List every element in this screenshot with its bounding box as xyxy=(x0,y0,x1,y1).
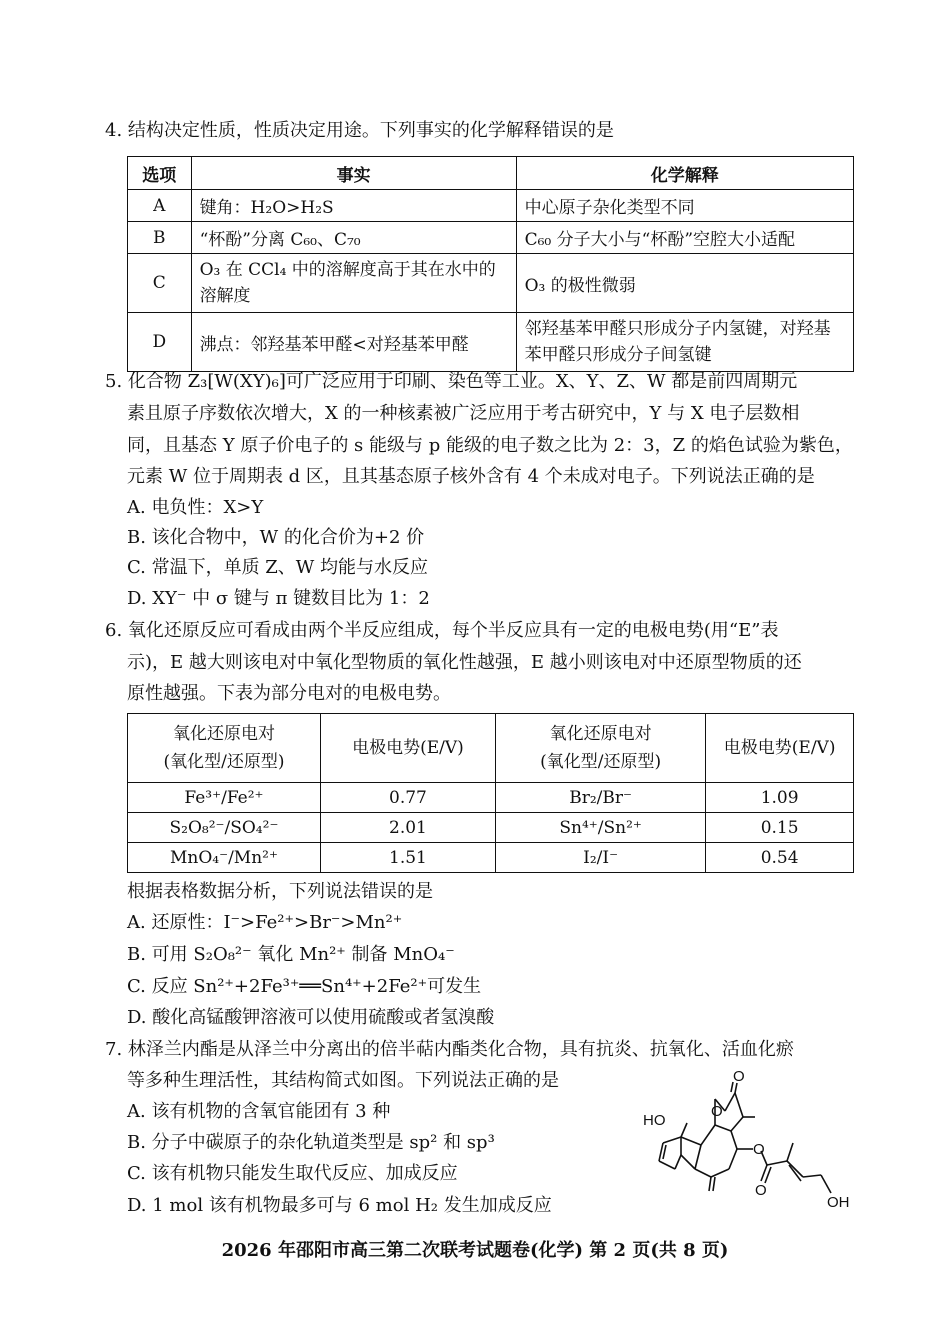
q4-row-explain: 邻羟基苯甲醛只形成分子内氢键，对羟基苯甲醛只形成分子间氢键 xyxy=(516,313,853,372)
q6-potential: 2.01 xyxy=(320,813,495,843)
q4-header-row xyxy=(128,157,854,190)
q6-row xyxy=(128,813,854,843)
structure-label-ho: HO xyxy=(643,1112,666,1129)
q6-option-c: C. 反应 Sn²⁺+2Fe³⁺══Sn⁴⁺+2Fe²⁺可发生 xyxy=(127,976,482,997)
q5-stem-line-2: 素且原子序数依次增大，X 的一种核素被广泛应用于考古研究中，Y 与 X 电子层数相 xyxy=(127,403,800,424)
q4-row-c xyxy=(128,254,854,313)
q6-row xyxy=(128,783,854,813)
q5-option-a: A. 电负性：X>Y xyxy=(127,497,264,518)
q4-header-explain: 化学解释 xyxy=(516,157,853,190)
q6-pair: S₂O₈²⁻/SO₄²⁻ xyxy=(128,813,321,843)
q5-stem-line-1: 5. 化合物 Z₃[W(XY)₆]可广泛应用于印刷、染色等工业。X、Y、Z、W 都是前四周期元 xyxy=(105,371,798,392)
q6-prompt: 根据表格数据分析，下列说法错误的是 xyxy=(127,881,433,902)
q4-row-d xyxy=(128,313,854,372)
structure-label-ring-o: O xyxy=(711,1103,723,1120)
q4-header-option: 选项 xyxy=(128,157,192,190)
q6-stem-line-2: 示)，E 越大则该电对中氧化型物质的氧化性越强，E 越小则该电对中还原型物质的还 xyxy=(127,652,802,673)
q6-header-pair-label: 氧化还原电对 xyxy=(549,724,652,744)
q6-option-b: B. 可用 S₂O₈²⁻ 氧化 Mn²⁺ 制备 MnO₄⁻ xyxy=(127,944,455,965)
q6-pair: Sn⁴⁺/Sn²⁺ xyxy=(495,813,705,843)
q5-option-d: D. XY⁻ 中 σ 键与 π 键数目比为 1：2 xyxy=(127,588,430,609)
q7-stem-line-1: 7. 林泽兰内酯是从泽兰中分离出的倍半萜内酯类化合物，具有抗炎、抗氧化、活血化瘀 xyxy=(105,1039,794,1060)
q4-row-fact: 键角：H₂O>H₂S xyxy=(191,190,516,222)
q4-row-option: B xyxy=(128,222,192,254)
q4-row-option: C xyxy=(128,254,192,313)
q4-row-explain: O₃ 的极性微弱 xyxy=(516,254,853,313)
q5-stem-line-4: 元素 W 位于周期表 d 区，且其基态原子核外含有 4 个未成对电子。下列说法正确的是 xyxy=(127,466,815,487)
q7-option-a: A. 该有机物的含氧官能团有 3 种 xyxy=(127,1101,391,1122)
structure-label-carbonyl-o: O xyxy=(733,1068,745,1085)
q6-header-pair-label: 氧化还原电对 xyxy=(172,724,275,744)
q4-row-b xyxy=(128,222,854,254)
q6-potential: 1.09 xyxy=(706,783,854,813)
q7-option-b: B. 分子中碳原子的杂化轨道类型是 sp² 和 sp³ xyxy=(127,1132,495,1153)
q6-potential: 0.77 xyxy=(320,783,495,813)
q4-row-fact: “杯酚”分离 C₆₀、C₇₀ xyxy=(191,222,516,254)
q6-option-d: D. 酸化高锰酸钾溶液可以使用硫酸或者氢溴酸 xyxy=(127,1007,495,1028)
q6-stem-line-1: 6. 氧化还原反应可看成由两个半反应组成，每个半反应具有一定的电极电势(用“E”表 xyxy=(105,620,779,641)
q6-pair: MnO₄⁻/Mn²⁺ xyxy=(128,843,321,873)
q4-stem: 4. 结构决定性质，性质决定用途。下列事实的化学解释错误的是 xyxy=(105,120,614,141)
q7-option-d: D. 1 mol 该有机物最多可与 6 mol H₂ 发生加成反应 xyxy=(127,1195,552,1216)
q6-header-potential-2: 电极电势(E/V) xyxy=(706,714,854,783)
q4-row-explain: C₆₀ 分子大小与“杯酚”空腔大小适配 xyxy=(516,222,853,254)
q6-row xyxy=(128,843,854,873)
q6-option-a: A. 还原性：I⁻>Fe²⁺>Br⁻>Mn²⁺ xyxy=(127,912,403,933)
q6-pair: I₂/I⁻ xyxy=(495,843,705,873)
page-footer: 2026 年邵阳市高三第二次联考试题卷(化学) 第 2 页(共 8 页) xyxy=(221,1240,729,1261)
q7-option-c: C. 该有机物只能发生取代反应、加成反应 xyxy=(127,1163,458,1184)
structure-label-oh: OH xyxy=(827,1194,850,1211)
q6-header-potential-1: 电极电势(E/V) xyxy=(320,714,495,783)
q6-header-pair-2 xyxy=(495,714,705,783)
q6-header-row xyxy=(128,714,854,783)
q6-potential: 0.54 xyxy=(706,843,854,873)
q4-row-fact: O₃ 在 CCl₄ 中的溶解度高于其在水中的溶解度 xyxy=(191,254,516,313)
q6-pair: Br₂/Br⁻ xyxy=(495,783,705,813)
structure-label-ester-carbonyl-o: O xyxy=(755,1182,767,1199)
q5-option-c: C. 常温下，单质 Z、W 均能与水反应 xyxy=(127,557,429,578)
q6-stem-line-3: 原性越强。下表为部分电对的电极电势。 xyxy=(127,683,451,704)
q4-row-option: D xyxy=(128,313,192,372)
q6-table xyxy=(127,713,854,873)
q6-header-pair-1 xyxy=(128,714,321,783)
q4-row-option: A xyxy=(128,190,192,222)
structure-bonds xyxy=(659,1082,831,1193)
q6-potential: 0.15 xyxy=(706,813,854,843)
q5-stem-line-3: 同，且基态 Y 原子价电子的 s 能级与 p 能级的电子数之比为 2：3，Z 的焰色试验为紫色， xyxy=(127,435,853,456)
q4-row-fact: 沸点：邻羟基苯甲醛<对羟基苯甲醛 xyxy=(191,313,516,372)
lactone-structure-diagram xyxy=(625,1065,860,1220)
q7-stem-line-2: 等多种生理活性，其结构简式如图。下列说法正确的是 xyxy=(127,1070,559,1091)
q6-header-pair-sub: (氧化型/还原型) xyxy=(540,752,662,772)
structure-label-ester-o: O xyxy=(753,1141,765,1158)
q6-header-pair-sub: (氧化型/还原型) xyxy=(163,752,285,772)
q4-table xyxy=(127,156,854,372)
q4-row-explain: 中心原子杂化类型不同 xyxy=(516,190,853,222)
q4-header-fact: 事实 xyxy=(191,157,516,190)
q6-potential: 1.51 xyxy=(320,843,495,873)
q6-pair: Fe³⁺/Fe²⁺ xyxy=(128,783,321,813)
q5-option-b: B. 该化合物中，W 的化合价为+2 价 xyxy=(127,527,425,548)
q4-row-a xyxy=(128,190,854,222)
